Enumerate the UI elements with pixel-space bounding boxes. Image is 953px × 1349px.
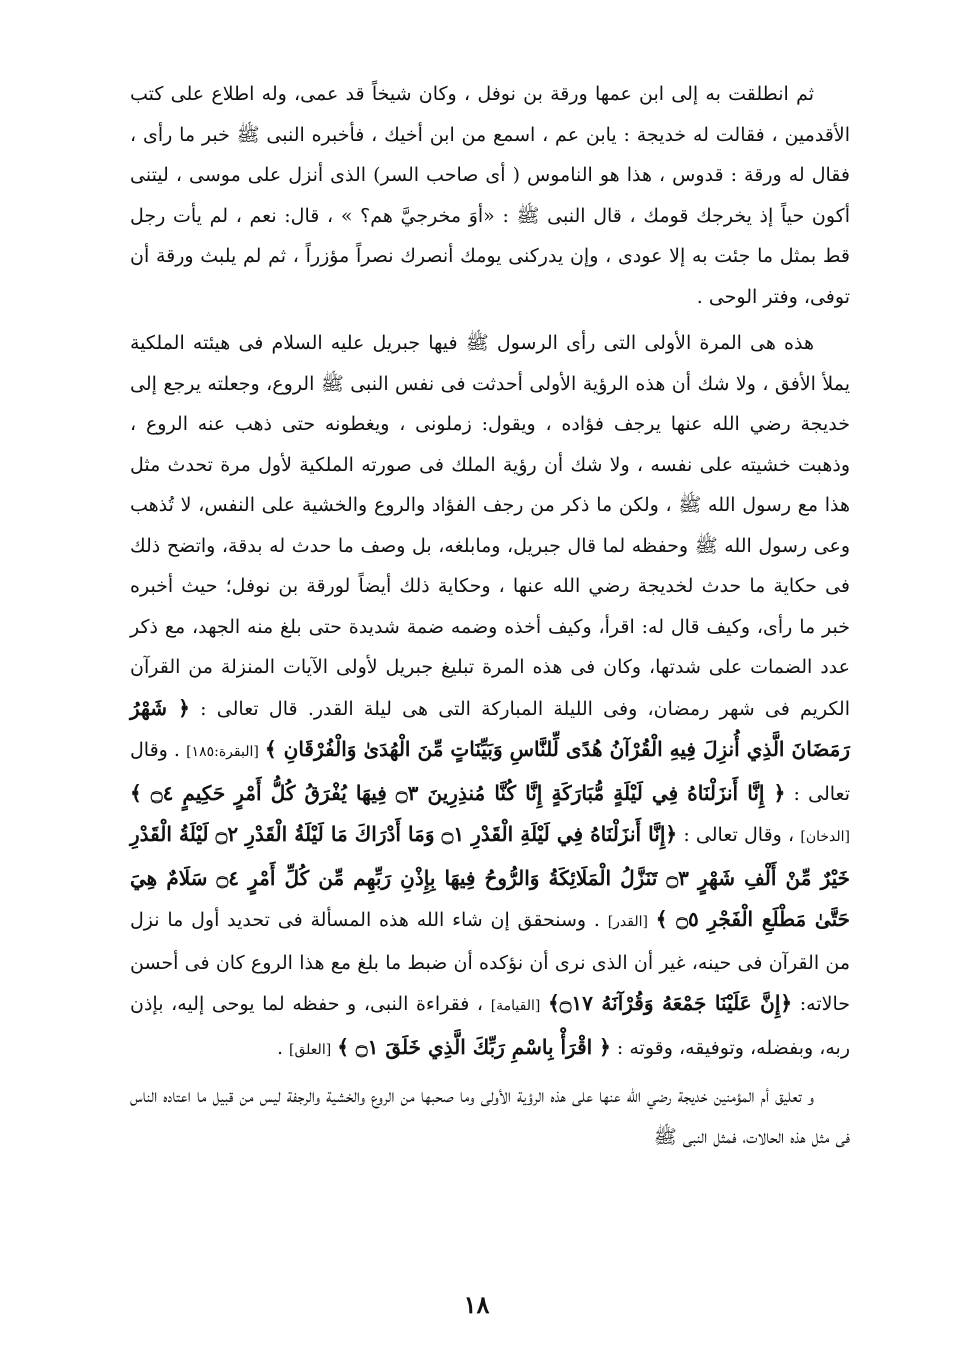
- body-text: ثم انطلقت به إلى ابن عمها ورقة بن نوفل ، وكان شيخاً قد عمى، وله اطلاع على كتب الأقدمين ، فقالت له خديجة : يابن عم ، اسمع من ابن أخيك ، فأخبره النبى ﷺ خبر ما رأى ، فقال له ورقة : قدوس ، هذا هو الناموس ( أى صاحب السر) الذى أنزل على موسى ، ليتنى أكون حياً إذ يخرجك قومك ، قال النبى ﷺ : «أوَ مخرجيَّ هم؟ » ، قال: نعم ، لم يأت رجل قط بمثل ما جئت به إلا عودى ، وإن يدركنى يومك أنصرك نصراً مؤزراً ، ثم لم يلبث ورقة أن توفى، وفتر الوحى .: [130, 83, 850, 308]
- body-text: هذه هى المرة الأولى التى رأى الرسول ﷺ فيها جبريل عليه السلام فى هيئته الملكية يملأ الأفق ، ولا شك أن هذه الرؤية الأولى أحدثت فى نفس النبى ﷺ الروع، وجعلته يرجع إلى خديجة رضي الله عنها يرجف فؤاده ، ويقول: زملونى ، ويغطونه حتى ذهب عنه الروع ، وذهبت خشيته على نفسه ، ولا شك أن رؤية الملك فى صورته الملكية لأول مرة تحدث مثل هذا مع رسول الله ﷺ ، ولكن ما ذكر من رجف الفؤاد والروع والخشية على النفس، لا تُذهب وعى رسول الله ﷺ وحفظه لما قال جبريل، ومابلغه، بل وصف ما حدث له بدقة، واتضح ذلك فى حكاية ما حدث لخديجة رضي الله عنها ، وحكاية ذلك أيضاً لورقة بن نوفل؛ حيث أخبره خبر ما رأى، وكيف قال له: اقرأ، وكيف أخذه وضمه ضمة شديدة حتى بلغ منه الجهد، مع ذكر عدد الضمات على شدتها، وكان فى هذه المرة تبليغ جبريل لأولى الآيات المنزلة من القرآن الكريم فى شهر رمضان، وفى الليلة المباركة التى هى ليلة القدر. قال تعالى :: [130, 332, 850, 720]
- body-text: ، وقال تعالى :: [683, 824, 795, 846]
- body-text: . وقال تعالى :: [130, 739, 850, 805]
- surah-reference: [العلق]: [289, 1041, 332, 1058]
- body-text: و تعليق أم المؤمنين خديجة رضي الله عنها على هذه الرؤية الأولى وما صحبها من الروع والخشية والرجفة ليس من قبيل ما اعتاده الناس فى مثل هذه الحالات، فمثل النبى ﷺ: [130, 1085, 850, 1148]
- paragraph: [130, 1076, 850, 1157]
- surah-reference: [الدخان]: [800, 829, 851, 845]
- surah-reference: [البقرة:١٨٥]: [186, 744, 259, 760]
- paragraph: [130, 74, 850, 317]
- quran-verse: ﴿إِنَّا أَنزَلْنَاهُ فِي لَيْلَةِ الْقَدْرِ ۝١ وَمَا أَدْرَاكَ مَا لَيْلَةُ الْقَدْرِ ۝٢ لَيْلَةُ الْقَدْرِ خَيْرٌ مِّنْ أَلْفِ شَهْرٍ ۝٣ تَنَزَّلُ الْمَلَائِكَةُ وَالرُّوحُ فِيهَا بِإِذْنِ رَبِّهِم مِّن كُلِّ أَمْرٍ ۝٤ سَلَامٌ هِيَ حَتَّىٰ مَطْلَعِ الْفَجْرِ ۝٥ ﴾: [130, 822, 851, 931]
- page-number: ١٨: [463, 1290, 490, 1319]
- body-text: . وسنحقق إن شاء الله هذه المسألة فى تحديد أول ما نزل من القرآن فى حينه، غير أن الذى نرى أن نؤكده أن ضبط ما بلغ مع هذا الروع كان فى أحسن حالاته:: [130, 909, 850, 1015]
- quran-verse: ﴿ إِنَّا أَنزَلْنَاهُ فِي لَيْلَةٍ مُّبَارَكَةٍ إِنَّا كُنَّا مُنذِرِينَ ۝٣ فِيهَا يُفْرَقُ كُلُّ أَمْرٍ حَكِيمٍ ۝٤ ﴾: [130, 780, 786, 805]
- surah-reference: [القيامة]: [490, 998, 541, 1014]
- quran-verse: ﴿إِنَّ عَلَيْنَا جَمْعَهُ وَقُرْآنَهُ ۝١٧﴾: [547, 991, 793, 1015]
- surah-reference: [القدر]: [607, 914, 648, 930]
- body-text: .: [276, 1036, 283, 1059]
- quran-verse: ﴿ شَهْرُ رَمَضَانَ الَّذِي أُنزِلَ فِيهِ الْقُرْآنُ هُدًى لِّلنَّاسِ وَبَيِّنَاتٍ مِّنَ الْهُدَىٰ وَالْفُرْقَانِ ﴾: [130, 695, 850, 761]
- paragraph: [130, 323, 850, 1070]
- quran-verse: ﴿ اقْرَأْ بِاسْمِ رَبِّكَ الَّذِي خَلَقَ ۝١ ﴾: [337, 1034, 611, 1059]
- book-page: [130, 74, 850, 1157]
- body-text: ، فقراءة النبى، و حفظه لما يوحى إليه، بإذن ربه، وبفضله، وتوفيقه، وقوته :: [130, 993, 850, 1059]
